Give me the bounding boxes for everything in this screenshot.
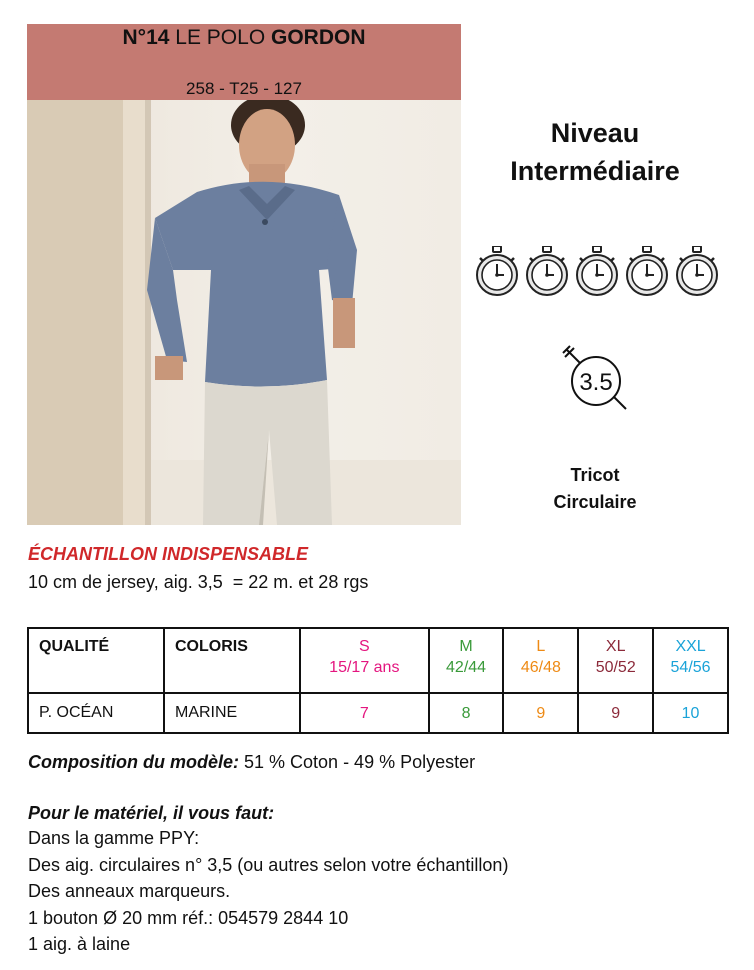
composition-label: Composition du modèle: [28,752,239,772]
material-list [28,825,508,958]
material-title: Pour le matériel, il vous faut: [28,803,275,823]
technique-label [470,462,720,516]
header-size-xxl: XXL 54/56 [653,628,728,693]
cell-qty-s: 7 [300,693,429,733]
cell-qty-m: 8 [429,693,504,733]
cell-qty-xl: 9 [578,693,653,733]
list-item: 1 aig. à laine [28,934,131,954]
technique-line-2: Circulaire [553,492,637,512]
header-quality: QUALITÉ [28,628,164,693]
table-row [28,693,728,733]
list-item: Des aig. circulaires n° 3,5 (ou autres selon votre échantillon) [28,854,509,875]
cell-qty-l: 9 [503,693,578,733]
pattern-title [27,26,461,50]
stopwatch-icon [574,246,620,298]
size-table [27,627,729,734]
pattern-number: N°14 [122,26,170,49]
stopwatch-icon [624,246,670,298]
header-size-xl: XL 50/52 [578,628,653,693]
model-photo [27,100,461,525]
list-item: 1 bouton Ø 20 mm réf.: 054579 2844 10 [28,907,349,928]
pattern-name: GORDON [270,26,366,49]
level-value: Intermédiaire [510,156,680,186]
pattern-reference: 258 - T25 - 127 [186,79,302,98]
pattern-header [27,24,461,100]
stopwatch-icon [474,246,520,298]
header-size-l: L 46/48 [503,628,578,693]
composition-value: 51 % Coton - 49 % Polyester [239,752,476,772]
sample-text: 10 cm de jersey, aig. 3,5 = 22 m. et 28 rgs [28,572,369,592]
pattern-type: LE POLO [169,26,271,49]
difficulty-timers [474,246,718,298]
stopwatch-icon [524,246,570,298]
model-illustration [27,100,461,525]
stopwatch-icon [674,246,720,298]
difficulty-level [470,114,720,190]
header-size-m: M 42/44 [429,628,504,693]
needle-size-value: 3.5 [579,369,613,396]
header-colors: COLORIS [164,628,300,693]
level-label: Niveau [550,118,640,148]
cell-quality: P. OCÉAN [28,693,164,733]
list-item: Des anneaux marqueurs. [28,881,231,901]
sample-title: ÉCHANTILLON INDISPENSABLE [28,544,309,564]
cell-qty-xxl: 10 [653,693,728,733]
header-size-s: S 15/17 ans [300,628,429,693]
composition [28,752,475,773]
table-header-row [28,628,728,693]
technique-line-1: Tricot [570,465,620,485]
list-item: Dans la gamme PPY: [28,828,200,848]
needle-size-icon [560,343,632,415]
cell-color: MARINE [164,693,300,733]
